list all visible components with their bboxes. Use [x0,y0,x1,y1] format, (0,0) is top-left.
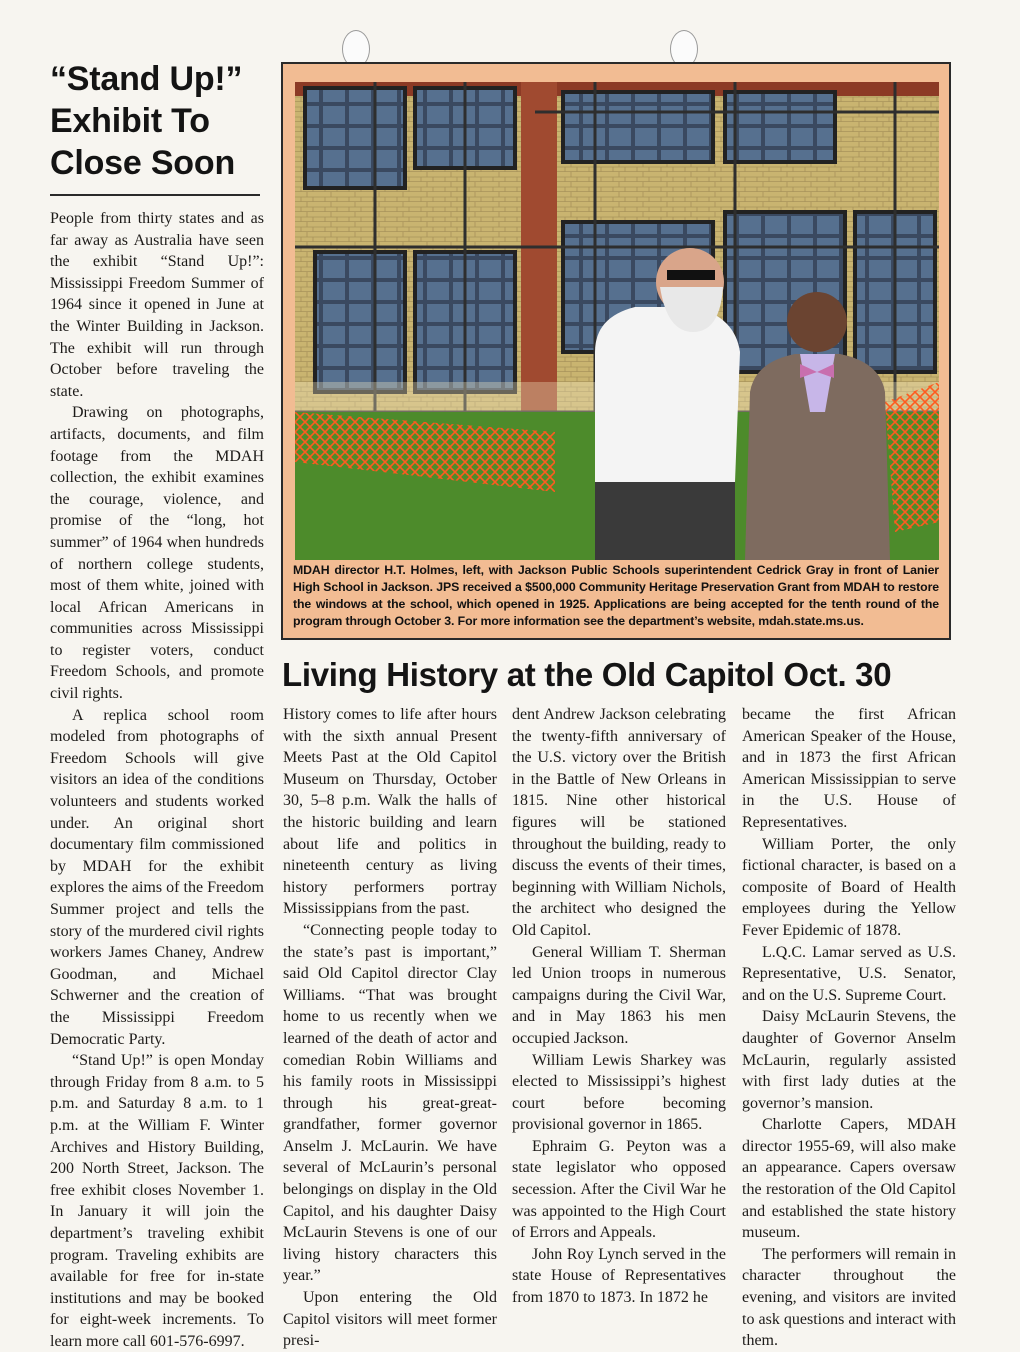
paragraph: William Lewis Sharkey was elected to Mississippi’s highest court before becoming provisional governor in 1865. [512,1051,726,1134]
school-photo [295,82,939,560]
paragraph: William Porter, the only fictional character, is based on a composite of Board of Health employees during the Yellow Fever Epidemic of 1878. [742,835,956,939]
paragraph: John Roy Lynch served in the state House of Representatives from 1870 to 1873. In 1872 he [512,1245,726,1307]
photo-caption-box [281,62,951,640]
left-article-title [50,58,264,184]
left-title-line-1: “Stand Up!” [50,60,243,98]
paragraph: became the first African American Speaker of the House, and in 1873 the first African American Mississippian to serve in the U.S. House of Representatives. [742,706,956,831]
paragraph: General William T. Sherman led Union troops in numerous campaigns during the Civil War, and in May 1863 his men occupied Jackson. [512,943,726,1047]
article-column-3 [742,704,956,1352]
paragraph: dent Andrew Jackson celebrating the twenty-fifth anniversary of the U.S. victory over the British in the Battle of New Orleans in 1815. Nine other historical figures will be stationed throughout the building, ready to discuss the events of their times, beginning with William Nichols, the architect who designed the Old Capitol. [512,706,726,939]
photo-caption: MDAH director H.T. Holmes, left, with Jackson Public Schools superintendent Cedrick Gray in front of Lanier High School in Jackson. JPS received a $500,000 Community Heritage Preservation Grant from MDAH to restore the windows at the school, which opened in 1925. Applications are being accepted for the tenth round of the program through October 3. For more information see the department’s website, mdah.state.ms.us. [293,563,939,628]
paragraph: “Connecting people today to the state’s past is important,” said Old Capitol director Clay Williams. “That was brought home to us recently when we learned of the death of actor and comedian Robin Williams and his family roots in Mississippi through his great-great-grandfather, former governor Anselm J. McLaurin. We have several of McLaurin’s personal belongings on display in the Old Capitol, and his daughter Daisy McLaurin Stevens is one of our living history characters this year.” [283,921,497,1285]
paragraph: Drawing on photographs, artifacts, documents, and film footage from the MDAH collection, the exhibit examines the courage, violence, and promise of the “long, hot summer” of 1964 when hundreds of northern college students, most of them white, joined with local African Americans in communities across Mississippi to register voters, conduct Freedom Schools, and promote civil rights. [50,404,264,703]
left-title-line-2: Exhibit To [50,102,210,140]
article-column-2 [512,704,726,1309]
title-rule [50,194,260,196]
paragraph: People from thirty states and as far away as Australia have seen the exhibit “Stand Up!”: Mississippi Freedom Summer of 1964 since it opened in June at the Winter Building in Jackson. The exhibit will run through October before traveling the state. [50,210,264,400]
paragraph: L.Q.C. Lamar served as U.S. Representative, U.S. Senator, and on the U.S. Supreme Court. [742,943,956,1004]
paragraph: Upon entering the Old Capitol visitors will meet former presi- [283,1289,497,1350]
paragraph: Daisy McLaurin Stevens, the daughter of Governor Anselm McLaurin, regularly assisted with first lady duties at the governor’s mansion. [742,1008,956,1112]
article-column-1 [283,704,497,1352]
left-article-body [50,208,264,1352]
paragraph: Charlotte Capers, MDAH director 1955-69, will also make an appearance. Capers oversaw the restoration of the Old Capitol and established the state history museum. [742,1116,956,1242]
paragraph: History comes to life after hours with the sixth annual Present Meets Past at the Old Capitol Museum on Thursday, October 30, 5–8 p.m. Walk the halls of the historic building and learn about life and politics in nineteenth century as living history performers portray Mississippians from the past. [283,706,497,918]
left-article [50,58,264,1352]
photo-illustration [295,82,939,560]
paragraph: “Stand Up!” is open Monday through Friday from 8 a.m. to 5 p.m. and Saturday 8 a.m. to 1 p.m. at the William F. Winter Archives and History Building, 200 North Street, Jackson. The free exhibit closes November 1. In January it will join the department’s traveling exhibit program. Traveling exhibits are available for free for in-state institutions and may be booked for eight-week increments. To learn more call 601-576-6997. [50,1052,264,1350]
paragraph: Ephraim G. Peyton was a state legislator who opposed secession. After the Civil War he was appointed to the High Court of Errors and Appeals. [512,1137,726,1242]
main-article-title: Living History at the Old Capitol Oct. 30 [282,656,892,693]
left-title-line-3: Close Soon [50,144,236,182]
paragraph: A replica school room modeled from photographs of Freedom Schools will give visitors an idea of the conditions volunteers and students worked under. An original short documentary film commissioned by MDAH for the exhibit explores the aims of the Freedom Summer project and tells the story of the murdered civil rights workers James Chaney, Andrew Goodman, and Michael Schwerner and the creation of the Mississippi Freedom Democratic Party. [50,706,264,1048]
paragraph: The performers will remain in character throughout the evening, and visitors are invited to ask questions and interact with them. [742,1245,956,1350]
